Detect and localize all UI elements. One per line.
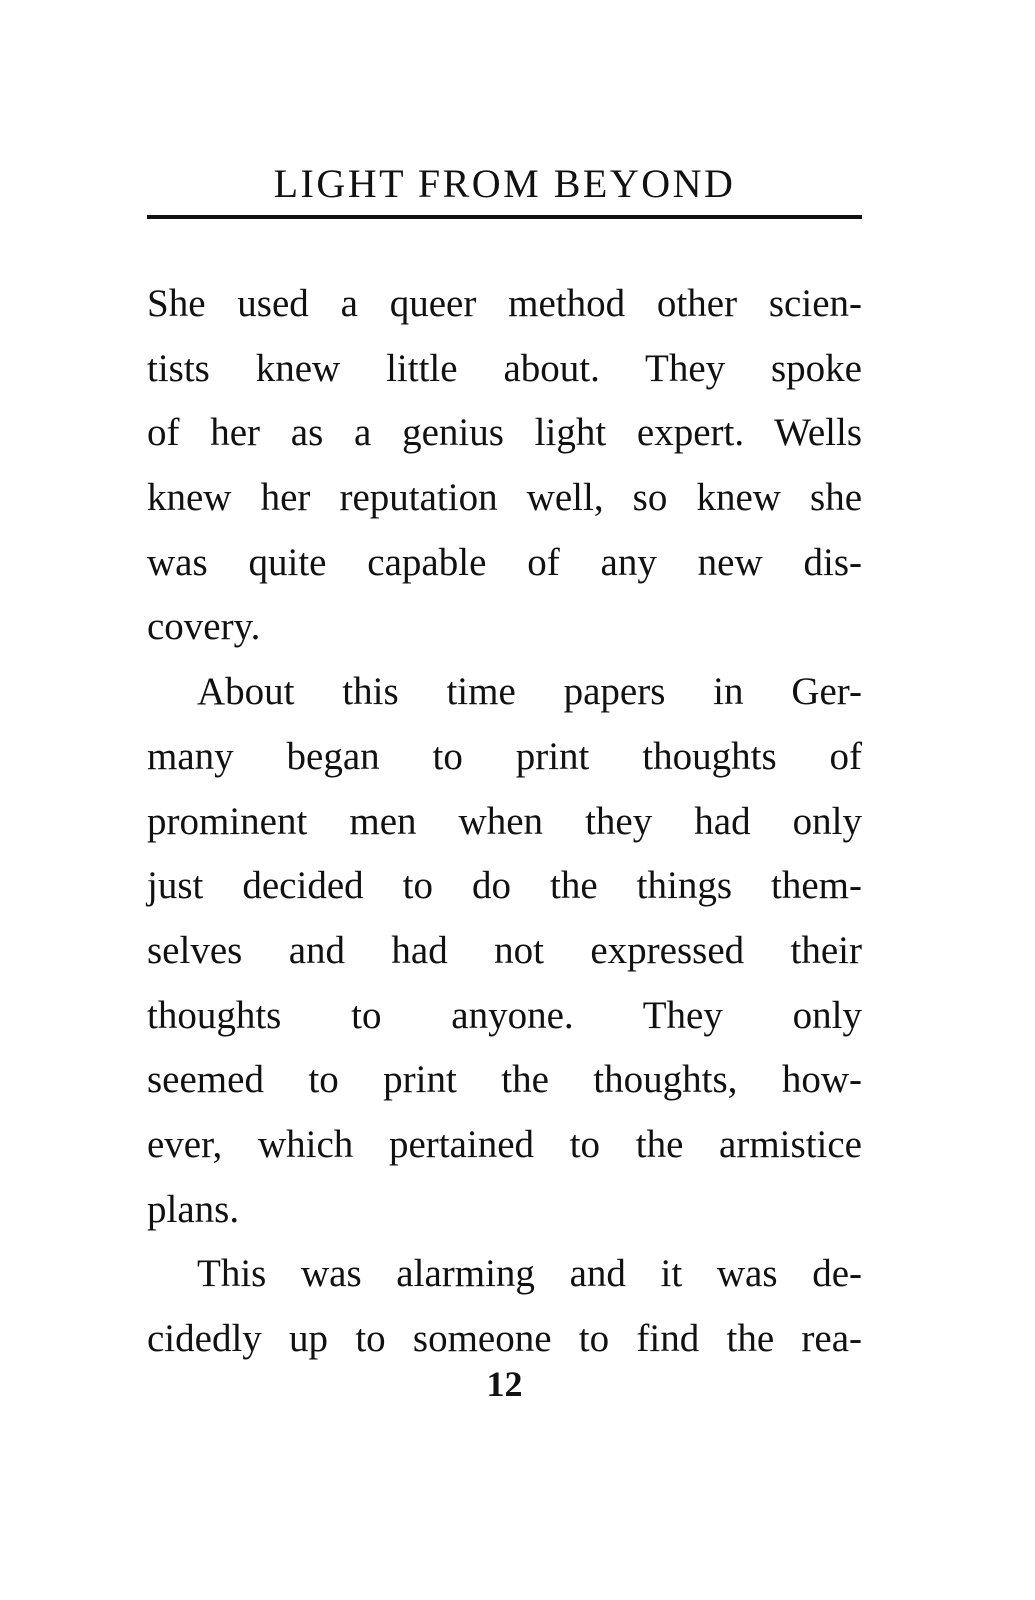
text-line: plans. (147, 1187, 240, 1231)
text-line: About this time papers in Ger- (197, 670, 862, 714)
text-line: selves and had not expressed their (147, 928, 862, 972)
header-rule (147, 215, 862, 219)
text-line: just decided to do the things them- (147, 864, 862, 908)
text-line: many began to print thoughts of (147, 734, 862, 778)
text-line: seemed to print the thoughts, how- (147, 1058, 862, 1102)
text-line: of her as a genius light expert. Wells (147, 411, 862, 455)
text-line: prominent men when they had only (147, 799, 862, 843)
text-line: covery. (147, 605, 261, 649)
text-line: She used a queer method other scien- (147, 282, 862, 325)
text-line: ever, which pertained to the armistice (147, 1122, 862, 1166)
text-line: cidedly up to someone to find the rea- (147, 1317, 862, 1360)
text-line: thoughts to anyone. They only (147, 993, 862, 1037)
page-number: 12 (486, 1364, 523, 1404)
body-text (147, 272, 862, 1372)
running-title: LIGHT FROM BEYOND (273, 161, 736, 206)
text-line: This was alarming and it was de- (197, 1252, 862, 1296)
text-line: was quite capable of any new dis- (147, 540, 862, 584)
text-line: tists knew little about. They spoke (147, 346, 862, 390)
text-line: knew her reputation well, so knew she (147, 476, 862, 520)
